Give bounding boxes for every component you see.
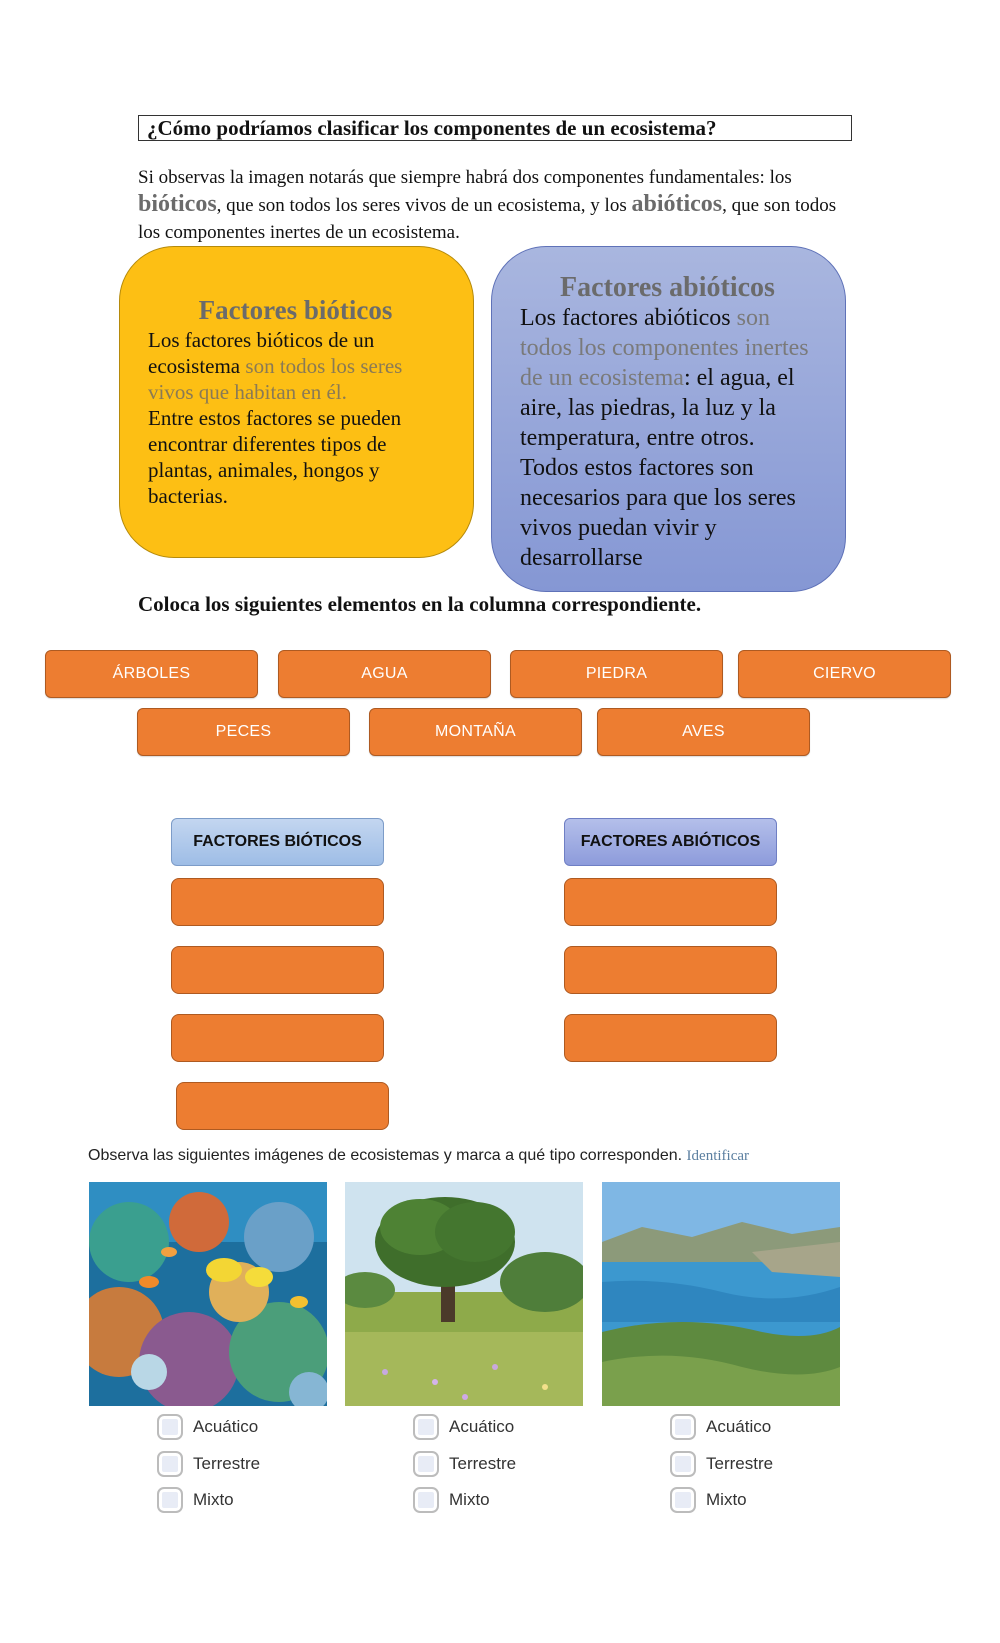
abiotic-text-3: : el agua, el aire, las piedras, la luz y la temperatura, entre otros. Todos estos factores son necesarios para que los seres vivos puedan vivir y desarrollarse	[520, 365, 796, 571]
option-label: Acuático	[706, 1417, 772, 1436]
coral-reef-photo	[89, 1182, 327, 1406]
chip-peces[interactable]: PECES	[137, 708, 350, 756]
observe-text: Observa las siguientes imágenes de ecosistemas y marca a qué tipo corresponden.	[88, 1147, 683, 1164]
checkbox[interactable]	[670, 1451, 696, 1477]
option-label: Mixto	[706, 1490, 747, 1509]
checkbox[interactable]	[413, 1451, 439, 1477]
checkbox[interactable]	[157, 1414, 183, 1440]
intro-text-2: , que son todos los seres vivos de un ecosistema, y los	[216, 195, 627, 216]
option-acuatico-2[interactable]	[413, 1414, 514, 1440]
option-terrestre-3[interactable]	[670, 1451, 773, 1477]
biotic-drop-slot[interactable]	[171, 946, 384, 994]
abiotic-column-header: FACTORES ABIÓTICOS	[564, 818, 777, 866]
biotic-drop-slot[interactable]	[171, 878, 384, 926]
biotic-word: bióticos	[138, 191, 217, 217]
intro-text-3: , que son todos los componentes inertes de un ecosistema.	[138, 195, 837, 243]
biotic-info-card	[119, 246, 474, 558]
observe-instruction	[88, 1147, 749, 1165]
option-acuatico-3[interactable]	[670, 1414, 771, 1440]
intro-paragraph	[138, 164, 858, 246]
abiotic-card-title: Factores abióticos	[560, 272, 775, 303]
option-acuatico-1[interactable]	[157, 1414, 258, 1440]
lake-landscape-photo	[602, 1182, 840, 1406]
abiotic-drop-slot[interactable]	[564, 878, 777, 926]
option-label: Mixto	[193, 1490, 234, 1509]
checkbox[interactable]	[670, 1414, 696, 1440]
option-label: Terrestre	[193, 1454, 261, 1473]
abiotic-drop-slot[interactable]	[564, 1014, 777, 1062]
page-title: ¿Cómo podríamos clasificar los componentes de un ecosistema?	[138, 115, 852, 141]
abiotic-card-body	[520, 303, 815, 573]
option-label: Terrestre	[706, 1454, 774, 1473]
checkbox[interactable]	[157, 1451, 183, 1477]
biotic-card-title: Factores bióticos	[198, 295, 393, 325]
biotic-card-body	[148, 327, 443, 509]
abiotic-text-2: son todos los componentes inertes de un ecosistema	[520, 305, 809, 391]
option-mixto-3[interactable]	[670, 1487, 747, 1513]
checkbox[interactable]	[670, 1487, 696, 1513]
option-mixto-2[interactable]	[413, 1487, 490, 1513]
option-label: Acuático	[449, 1417, 515, 1436]
chip-agua[interactable]: AGUA	[278, 650, 491, 698]
abiotic-word: abióticos	[631, 191, 723, 217]
option-mixto-1[interactable]	[157, 1487, 234, 1513]
biotic-text-3: Entre estos factores se pueden encontrar diferentes tipos de plantas, animales, hongos y bacterias.	[148, 406, 402, 508]
option-label: Acuático	[193, 1417, 259, 1436]
biotic-column-header: FACTORES BIÓTICOS	[171, 818, 384, 866]
biotic-text-2: son todos los seres vivos que habitan en él.	[148, 354, 403, 404]
meadow-tree-photo	[345, 1182, 583, 1406]
option-terrestre-2[interactable]	[413, 1451, 516, 1477]
option-terrestre-1[interactable]	[157, 1451, 260, 1477]
abiotic-text-1: Los factores abióticos	[520, 305, 731, 331]
abiotic-info-card	[491, 246, 846, 592]
option-label: Terrestre	[449, 1454, 517, 1473]
chip-aves[interactable]: AVES	[597, 708, 810, 756]
identify-link[interactable]: Identificar	[686, 1148, 750, 1164]
chip-piedra[interactable]: PIEDRA	[510, 650, 723, 698]
abiotic-drop-slot[interactable]	[564, 946, 777, 994]
instruction-text: Coloca los siguientes elementos en la columna correspondiente.	[138, 592, 702, 616]
biotic-drop-slot[interactable]	[176, 1082, 389, 1130]
chip-ciervo[interactable]: CIERVO	[738, 650, 951, 698]
option-label: Mixto	[449, 1490, 490, 1509]
biotic-text-1: Los factores bióticos de un ecosistema	[148, 328, 375, 378]
biotic-drop-slot[interactable]	[171, 1014, 384, 1062]
checkbox[interactable]	[413, 1414, 439, 1440]
chip-montana[interactable]: MONTAÑA	[369, 708, 582, 756]
intro-text-1: Si observas la imagen notarás que siempre habrá dos componentes fundamentales: los	[138, 167, 792, 188]
checkbox[interactable]	[157, 1487, 183, 1513]
checkbox[interactable]	[413, 1487, 439, 1513]
chip-arboles[interactable]: ÁRBOLES	[45, 650, 258, 698]
